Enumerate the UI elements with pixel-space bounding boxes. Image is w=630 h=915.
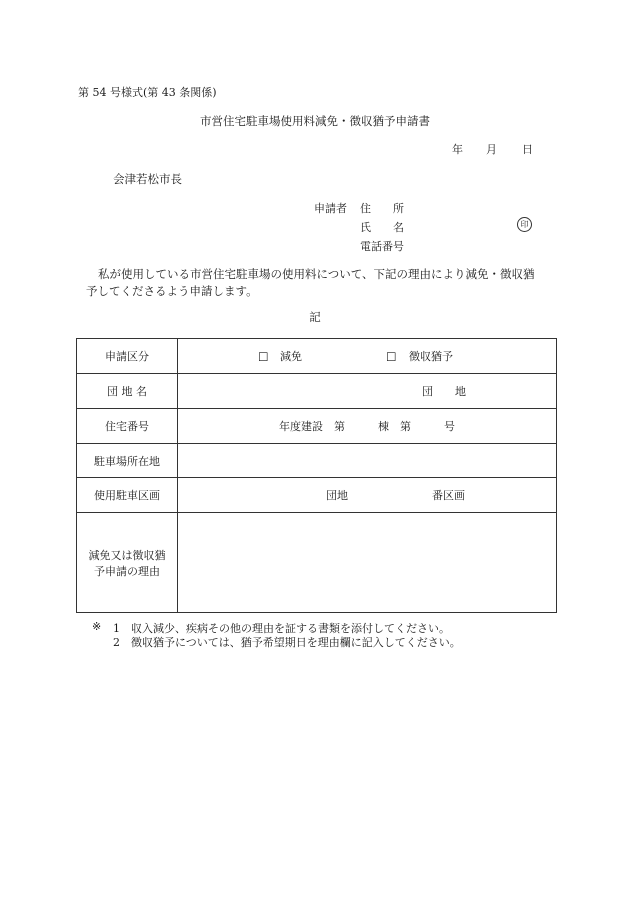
- table-row-category: [77, 339, 557, 374]
- statement-line-2: 予してくださるよう申請します。: [86, 284, 258, 298]
- note-item-2: 2 徴収猶予については、猶予希望期日を理由欄に記入してください。: [113, 636, 461, 649]
- exemption-checkbox[interactable]: □: [258, 349, 269, 363]
- complex-name-field[interactable]: [178, 374, 557, 409]
- date-year-label: 年: [452, 143, 463, 156]
- application-statement: [86, 266, 556, 300]
- notes-mark: ※: [92, 620, 102, 633]
- reason-label-line-1: 減免又は徴収猶: [88, 548, 166, 562]
- table-row-reason: [77, 513, 557, 613]
- table-row-parking-location: [77, 444, 557, 478]
- parking-location-label: 駐車場所在地: [77, 444, 178, 478]
- house-number-template: 年度建設 第 棟 第 号: [279, 420, 455, 433]
- table-row-house-number: [77, 409, 557, 444]
- exemption-option-label: 減免: [280, 350, 302, 363]
- deferral-option-label: 徴収猶予: [409, 350, 453, 363]
- document-title: 市営住宅駐車場使用料減免・徴収猶予申請書: [200, 114, 430, 128]
- category-cell: [178, 339, 557, 374]
- name-label: 氏 名: [360, 221, 404, 234]
- house-number-label: 住宅番号: [77, 409, 178, 444]
- deferral-checkbox[interactable]: □: [386, 349, 397, 363]
- applicant-label: 申請者: [314, 202, 347, 215]
- application-form-table: [76, 338, 557, 613]
- parking-location-field[interactable]: [178, 444, 557, 478]
- date-day-label: 日: [522, 143, 533, 156]
- reason-label: [77, 513, 178, 613]
- parking-space-number: 番区画: [432, 489, 465, 502]
- addressee: 会津若松市長: [113, 172, 182, 186]
- reason-field[interactable]: [178, 513, 557, 613]
- note-item-1: 1 収入減少、疾病その他の理由を証する書類を添付してください。: [113, 622, 450, 635]
- statement-line-1: 私が使用している市営住宅駐車場の使用料について、下記の理由により減免・徴収猶: [98, 267, 535, 281]
- complex-suffix: 団 地: [422, 385, 466, 398]
- parking-space-field[interactable]: [178, 478, 557, 513]
- date-month-label: 月: [486, 143, 497, 156]
- form-number: 第 54 号様式(第 43 条関係): [78, 86, 217, 99]
- ki-heading: 記: [309, 310, 321, 324]
- phone-label: 電話番号: [360, 240, 404, 253]
- complex-name-label: 団 地 名: [77, 374, 178, 409]
- seal-icon: 印: [517, 217, 532, 232]
- table-row-parking-space: [77, 478, 557, 513]
- table-row-complex: [77, 374, 557, 409]
- house-number-field[interactable]: [178, 409, 557, 444]
- category-label: 申請区分: [77, 339, 178, 374]
- parking-space-label: 使用駐車区画: [77, 478, 178, 513]
- parking-space-complex: 団地: [326, 489, 348, 502]
- reason-label-line-2: 予申請の理由: [94, 564, 160, 578]
- address-label: 住 所: [360, 202, 404, 215]
